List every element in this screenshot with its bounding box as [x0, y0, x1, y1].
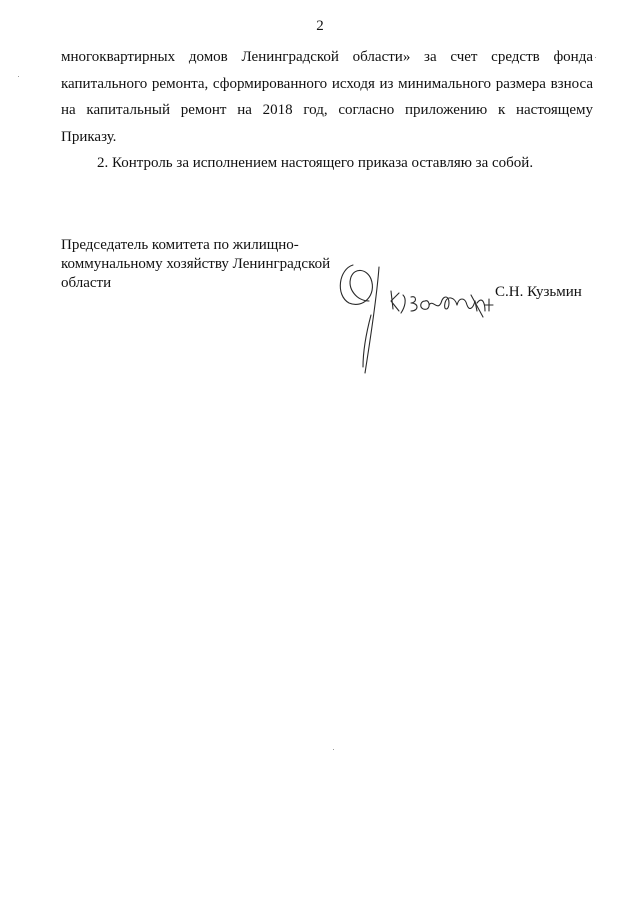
signatory-title-line: области [61, 275, 112, 291]
paragraph-1-line: многоквартирных домов Ленинградской области» за счет средств фонда [61, 49, 593, 65]
scan-speck [18, 76, 19, 77]
scan-speck [333, 749, 334, 750]
paragraph-1-line: капитального ремонта, сформированного исходя из минимального размера взноса [61, 75, 593, 92]
page-number: 2 [316, 18, 324, 34]
scan-speck [595, 57, 596, 58]
paragraph-1 [61, 44, 593, 124]
handwritten-signature [333, 255, 505, 380]
paragraph-2: 2. Контроль за исполнением настоящего приказа оставляю за собой. [97, 155, 534, 171]
signatory-title-line: коммунальному хозяйству Ленинградской [61, 256, 331, 272]
signatory-title [61, 236, 351, 293]
signer-name: С.Н. Кузьмин [495, 284, 582, 300]
paragraph-1-last-line: Приказу. [61, 129, 117, 145]
paragraph-1-line: на капитальный ремонт на 2018 год, согласно приложению к настоящему [61, 102, 593, 119]
signatory-title-line: Председатель комитета по жилищно- [61, 237, 299, 253]
